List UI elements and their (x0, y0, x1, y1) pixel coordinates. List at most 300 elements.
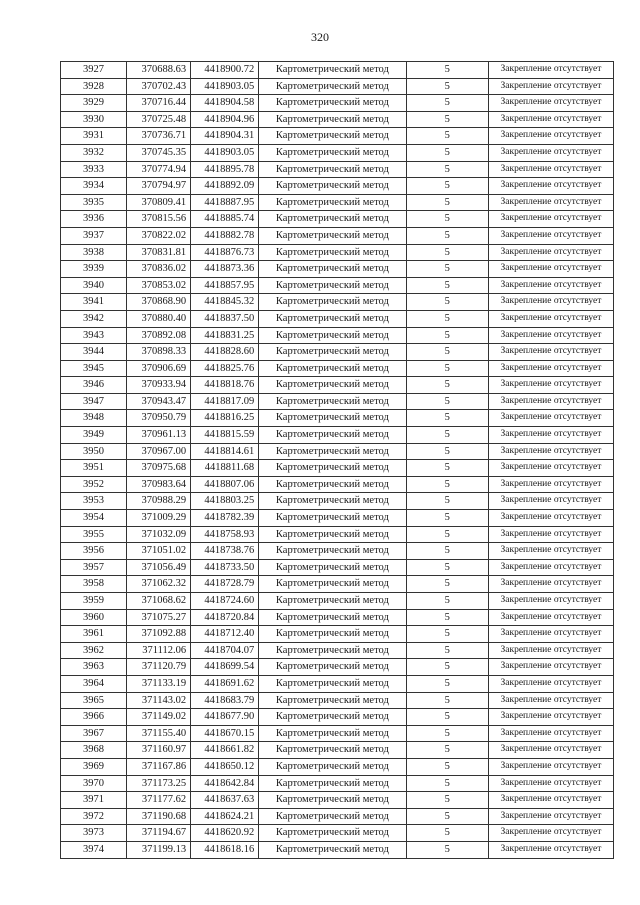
accuracy-cell: 5 (406, 742, 488, 759)
point-number-cell: 3948 (61, 410, 127, 427)
method-cell: Картометрический метод (259, 111, 406, 128)
point-number-cell: 3927 (61, 62, 127, 79)
table-row (61, 244, 614, 261)
x-coordinate-cell: 370933.94 (127, 377, 191, 394)
y-coordinate-cell: 4418904.58 (191, 95, 259, 112)
method-cell: Картометрический метод (259, 178, 406, 195)
point-number-cell: 3949 (61, 427, 127, 444)
point-number-cell: 3939 (61, 261, 127, 278)
fixation-cell: Закрепление отсутствует (488, 277, 613, 294)
x-coordinate-cell: 371155.40 (127, 725, 191, 742)
y-coordinate-cell: 4418758.93 (191, 526, 259, 543)
y-coordinate-cell: 4418903.05 (191, 78, 259, 95)
accuracy-cell: 5 (406, 144, 488, 161)
method-cell: Картометрический метод (259, 144, 406, 161)
method-cell: Картометрический метод (259, 377, 406, 394)
accuracy-cell: 5 (406, 211, 488, 228)
y-coordinate-cell: 4418845.32 (191, 294, 259, 311)
y-coordinate-cell: 4418818.76 (191, 377, 259, 394)
point-number-cell: 3972 (61, 808, 127, 825)
x-coordinate-cell: 371062.32 (127, 576, 191, 593)
method-cell: Картометрический метод (259, 692, 406, 709)
point-number-cell: 3947 (61, 393, 127, 410)
accuracy-cell: 5 (406, 825, 488, 842)
x-coordinate-cell: 371092.88 (127, 626, 191, 643)
accuracy-cell: 5 (406, 758, 488, 775)
point-number-cell: 3963 (61, 659, 127, 676)
accuracy-cell: 5 (406, 95, 488, 112)
x-coordinate-cell: 371032.09 (127, 526, 191, 543)
table-row (61, 277, 614, 294)
method-cell: Картометрический метод (259, 576, 406, 593)
x-coordinate-cell: 370967.00 (127, 443, 191, 460)
table-row (61, 609, 614, 626)
fixation-cell: Закрепление отсутствует (488, 709, 613, 726)
y-coordinate-cell: 4418720.84 (191, 609, 259, 626)
table-row (61, 559, 614, 576)
method-cell: Картометрический метод (259, 443, 406, 460)
table-row (61, 775, 614, 792)
method-cell: Картометрический метод (259, 526, 406, 543)
y-coordinate-cell: 4418728.79 (191, 576, 259, 593)
point-number-cell: 3951 (61, 460, 127, 477)
table-row (61, 841, 614, 858)
x-coordinate-cell: 371112.06 (127, 642, 191, 659)
y-coordinate-cell: 4418642.84 (191, 775, 259, 792)
accuracy-cell: 5 (406, 111, 488, 128)
point-number-cell: 3966 (61, 709, 127, 726)
x-coordinate-cell: 371133.19 (127, 675, 191, 692)
fixation-cell: Закрепление отсутствует (488, 476, 613, 493)
y-coordinate-cell: 4418712.40 (191, 626, 259, 643)
table-row (61, 194, 614, 211)
accuracy-cell: 5 (406, 792, 488, 809)
y-coordinate-cell: 4418815.59 (191, 427, 259, 444)
point-number-cell: 3959 (61, 593, 127, 610)
accuracy-cell: 5 (406, 725, 488, 742)
point-number-cell: 3940 (61, 277, 127, 294)
x-coordinate-cell: 371177.62 (127, 792, 191, 809)
table-row (61, 377, 614, 394)
y-coordinate-cell: 4418650.12 (191, 758, 259, 775)
table-row (61, 626, 614, 643)
x-coordinate-cell: 370716.44 (127, 95, 191, 112)
table-row (61, 659, 614, 676)
table-row (61, 460, 614, 477)
point-number-cell: 3967 (61, 725, 127, 742)
table-row (61, 211, 614, 228)
x-coordinate-cell: 370868.90 (127, 294, 191, 311)
point-number-cell: 3965 (61, 692, 127, 709)
method-cell: Картометрический метод (259, 742, 406, 759)
fixation-cell: Закрепление отсутствует (488, 593, 613, 610)
fixation-cell: Закрепление отсутствует (488, 758, 613, 775)
method-cell: Картометрический метод (259, 609, 406, 626)
table-row (61, 709, 614, 726)
fixation-cell: Закрепление отсутствует (488, 244, 613, 261)
x-coordinate-cell: 370880.40 (127, 310, 191, 327)
y-coordinate-cell: 4418882.78 (191, 227, 259, 244)
y-coordinate-cell: 4418895.78 (191, 161, 259, 178)
coordinates-table (60, 61, 614, 859)
accuracy-cell: 5 (406, 360, 488, 377)
method-cell: Картометрический метод (259, 825, 406, 842)
accuracy-cell: 5 (406, 344, 488, 361)
point-number-cell: 3941 (61, 294, 127, 311)
accuracy-cell: 5 (406, 393, 488, 410)
fixation-cell: Закрепление отсутствует (488, 609, 613, 626)
x-coordinate-cell: 370774.94 (127, 161, 191, 178)
method-cell: Картометрический метод (259, 360, 406, 377)
method-cell: Картометрический метод (259, 393, 406, 410)
accuracy-cell: 5 (406, 841, 488, 858)
x-coordinate-cell: 371120.79 (127, 659, 191, 676)
y-coordinate-cell: 4418825.76 (191, 360, 259, 377)
x-coordinate-cell: 370950.79 (127, 410, 191, 427)
point-number-cell: 3942 (61, 310, 127, 327)
accuracy-cell: 5 (406, 808, 488, 825)
accuracy-cell: 5 (406, 62, 488, 79)
table-row (61, 543, 614, 560)
table-row (61, 742, 614, 759)
table-row (61, 510, 614, 527)
y-coordinate-cell: 4418738.76 (191, 543, 259, 560)
y-coordinate-cell: 4418807.06 (191, 476, 259, 493)
y-coordinate-cell: 4418814.61 (191, 443, 259, 460)
method-cell: Картометрический метод (259, 128, 406, 145)
accuracy-cell: 5 (406, 709, 488, 726)
accuracy-cell: 5 (406, 427, 488, 444)
fixation-cell: Закрепление отсутствует (488, 576, 613, 593)
table-row (61, 393, 614, 410)
method-cell: Картометрический метод (259, 659, 406, 676)
point-number-cell: 3950 (61, 443, 127, 460)
point-number-cell: 3968 (61, 742, 127, 759)
fixation-cell: Закрепление отсутствует (488, 344, 613, 361)
point-number-cell: 3954 (61, 510, 127, 527)
x-coordinate-cell: 371009.29 (127, 510, 191, 527)
x-coordinate-cell: 370736.71 (127, 128, 191, 145)
method-cell: Картометрический метод (259, 244, 406, 261)
table-row (61, 178, 614, 195)
fixation-cell: Закрепление отсутствует (488, 294, 613, 311)
fixation-cell: Закрепление отсутствует (488, 393, 613, 410)
y-coordinate-cell: 4418699.54 (191, 659, 259, 676)
x-coordinate-cell: 371068.62 (127, 593, 191, 610)
method-cell: Картометрический метод (259, 775, 406, 792)
fixation-cell: Закрепление отсутствует (488, 725, 613, 742)
method-cell: Картометрический метод (259, 709, 406, 726)
fixation-cell: Закрепление отсутствует (488, 460, 613, 477)
y-coordinate-cell: 4418620.92 (191, 825, 259, 842)
method-cell: Картометрический метод (259, 792, 406, 809)
fixation-cell: Закрепление отсутствует (488, 178, 613, 195)
x-coordinate-cell: 371051.02 (127, 543, 191, 560)
method-cell: Картометрический метод (259, 808, 406, 825)
table-row (61, 294, 614, 311)
accuracy-cell: 5 (406, 692, 488, 709)
table-row (61, 642, 614, 659)
method-cell: Картометрический метод (259, 758, 406, 775)
method-cell: Картометрический метод (259, 642, 406, 659)
fixation-cell: Закрепление отсутствует (488, 559, 613, 576)
table-row (61, 227, 614, 244)
method-cell: Картометрический метод (259, 78, 406, 95)
fixation-cell: Закрепление отсутствует (488, 144, 613, 161)
y-coordinate-cell: 4418817.09 (191, 393, 259, 410)
fixation-cell: Закрепление отсутствует (488, 310, 613, 327)
point-number-cell: 3974 (61, 841, 127, 858)
table-row (61, 427, 614, 444)
accuracy-cell: 5 (406, 78, 488, 95)
point-number-cell: 3932 (61, 144, 127, 161)
table-row (61, 443, 614, 460)
table-row (61, 95, 614, 112)
table-row (61, 327, 614, 344)
y-coordinate-cell: 4418637.63 (191, 792, 259, 809)
point-number-cell: 3971 (61, 792, 127, 809)
accuracy-cell: 5 (406, 178, 488, 195)
x-coordinate-cell: 371199.13 (127, 841, 191, 858)
fixation-cell: Закрепление отсутствует (488, 825, 613, 842)
accuracy-cell: 5 (406, 194, 488, 211)
table-row (61, 692, 614, 709)
fixation-cell: Закрепление отсутствует (488, 510, 613, 527)
accuracy-cell: 5 (406, 327, 488, 344)
page-number: 320 (311, 30, 329, 44)
method-cell: Картометрический метод (259, 841, 406, 858)
point-number-cell: 3973 (61, 825, 127, 842)
y-coordinate-cell: 4418892.09 (191, 178, 259, 195)
method-cell: Картометрический метод (259, 626, 406, 643)
y-coordinate-cell: 4418900.72 (191, 62, 259, 79)
y-coordinate-cell: 4418903.05 (191, 144, 259, 161)
point-number-cell: 3953 (61, 493, 127, 510)
method-cell: Картометрический метод (259, 427, 406, 444)
fixation-cell: Закрепление отсутствует (488, 675, 613, 692)
point-number-cell: 3931 (61, 128, 127, 145)
point-number-cell: 3969 (61, 758, 127, 775)
y-coordinate-cell: 4418837.50 (191, 310, 259, 327)
point-number-cell: 3958 (61, 576, 127, 593)
accuracy-cell: 5 (406, 410, 488, 427)
table-row (61, 111, 614, 128)
table-row (61, 144, 614, 161)
x-coordinate-cell: 371160.97 (127, 742, 191, 759)
point-number-cell: 3952 (61, 476, 127, 493)
accuracy-cell: 5 (406, 244, 488, 261)
method-cell: Картометрический метод (259, 675, 406, 692)
fixation-cell: Закрепление отсутствует (488, 111, 613, 128)
x-coordinate-cell: 370961.13 (127, 427, 191, 444)
method-cell: Картометрический метод (259, 95, 406, 112)
y-coordinate-cell: 4418885.74 (191, 211, 259, 228)
table-row (61, 128, 614, 145)
table-row (61, 725, 614, 742)
x-coordinate-cell: 370831.81 (127, 244, 191, 261)
point-number-cell: 3938 (61, 244, 127, 261)
fixation-cell: Закрепление отсутствует (488, 526, 613, 543)
y-coordinate-cell: 4418691.62 (191, 675, 259, 692)
method-cell: Картометрический метод (259, 493, 406, 510)
method-cell: Картометрический метод (259, 460, 406, 477)
x-coordinate-cell: 370822.02 (127, 227, 191, 244)
y-coordinate-cell: 4418670.15 (191, 725, 259, 742)
point-number-cell: 3961 (61, 626, 127, 643)
method-cell: Картометрический метод (259, 510, 406, 527)
fixation-cell: Закрепление отсутствует (488, 659, 613, 676)
x-coordinate-cell: 370745.35 (127, 144, 191, 161)
accuracy-cell: 5 (406, 377, 488, 394)
table-row (61, 593, 614, 610)
point-number-cell: 3929 (61, 95, 127, 112)
x-coordinate-cell: 371167.86 (127, 758, 191, 775)
y-coordinate-cell: 4418624.21 (191, 808, 259, 825)
point-number-cell: 3964 (61, 675, 127, 692)
point-number-cell: 3937 (61, 227, 127, 244)
y-coordinate-cell: 4418887.95 (191, 194, 259, 211)
y-coordinate-cell: 4418661.82 (191, 742, 259, 759)
x-coordinate-cell: 370853.02 (127, 277, 191, 294)
y-coordinate-cell: 4418782.39 (191, 510, 259, 527)
y-coordinate-cell: 4418683.79 (191, 692, 259, 709)
point-number-cell: 3943 (61, 327, 127, 344)
x-coordinate-cell: 370809.41 (127, 194, 191, 211)
method-cell: Картометрический метод (259, 543, 406, 560)
table-row (61, 675, 614, 692)
accuracy-cell: 5 (406, 128, 488, 145)
accuracy-cell: 5 (406, 543, 488, 560)
table-row (61, 526, 614, 543)
table-row (61, 360, 614, 377)
method-cell: Картометрический метод (259, 62, 406, 79)
fixation-cell: Закрепление отсутствует (488, 261, 613, 278)
table-row (61, 825, 614, 842)
method-cell: Картометрический метод (259, 327, 406, 344)
accuracy-cell: 5 (406, 642, 488, 659)
table-row (61, 493, 614, 510)
table-row (61, 476, 614, 493)
point-number-cell: 3934 (61, 178, 127, 195)
method-cell: Картометрический метод (259, 277, 406, 294)
accuracy-cell: 5 (406, 559, 488, 576)
method-cell: Картометрический метод (259, 559, 406, 576)
y-coordinate-cell: 4418733.50 (191, 559, 259, 576)
table-row (61, 792, 614, 809)
point-number-cell: 3935 (61, 194, 127, 211)
y-coordinate-cell: 4418831.25 (191, 327, 259, 344)
accuracy-cell: 5 (406, 493, 488, 510)
x-coordinate-cell: 371143.02 (127, 692, 191, 709)
x-coordinate-cell: 370975.68 (127, 460, 191, 477)
accuracy-cell: 5 (406, 310, 488, 327)
fixation-cell: Закрепление отсутствует (488, 360, 613, 377)
point-number-cell: 3945 (61, 360, 127, 377)
y-coordinate-cell: 4418704.07 (191, 642, 259, 659)
fixation-cell: Закрепление отсутствует (488, 327, 613, 344)
accuracy-cell: 5 (406, 526, 488, 543)
method-cell: Картометрический метод (259, 310, 406, 327)
fixation-cell: Закрепление отсутствует (488, 443, 613, 460)
y-coordinate-cell: 4418904.96 (191, 111, 259, 128)
x-coordinate-cell: 370815.56 (127, 211, 191, 228)
x-coordinate-cell: 370906.69 (127, 360, 191, 377)
x-coordinate-cell: 370892.08 (127, 327, 191, 344)
method-cell: Картометрический метод (259, 261, 406, 278)
fixation-cell: Закрепление отсутствует (488, 377, 613, 394)
point-number-cell: 3960 (61, 609, 127, 626)
point-number-cell: 3970 (61, 775, 127, 792)
fixation-cell: Закрепление отсутствует (488, 841, 613, 858)
fixation-cell: Закрепление отсутствует (488, 808, 613, 825)
point-number-cell: 3957 (61, 559, 127, 576)
accuracy-cell: 5 (406, 443, 488, 460)
table-row (61, 78, 614, 95)
table-row (61, 310, 614, 327)
point-number-cell: 3936 (61, 211, 127, 228)
x-coordinate-cell: 371149.02 (127, 709, 191, 726)
method-cell: Картометрический метод (259, 161, 406, 178)
fixation-cell: Закрепление отсутствует (488, 95, 613, 112)
fixation-cell: Закрепление отсутствует (488, 775, 613, 792)
y-coordinate-cell: 4418857.95 (191, 277, 259, 294)
x-coordinate-cell: 370836.02 (127, 261, 191, 278)
x-coordinate-cell: 370983.64 (127, 476, 191, 493)
x-coordinate-cell: 370702.43 (127, 78, 191, 95)
table-row (61, 344, 614, 361)
table-row (61, 261, 614, 278)
accuracy-cell: 5 (406, 675, 488, 692)
x-coordinate-cell: 371056.49 (127, 559, 191, 576)
point-number-cell: 3944 (61, 344, 127, 361)
y-coordinate-cell: 4418876.73 (191, 244, 259, 261)
fixation-cell: Закрепление отсутствует (488, 543, 613, 560)
method-cell: Картометрический метод (259, 344, 406, 361)
fixation-cell: Закрепление отсутствует (488, 792, 613, 809)
y-coordinate-cell: 4418816.25 (191, 410, 259, 427)
x-coordinate-cell: 370898.33 (127, 344, 191, 361)
x-coordinate-cell: 371075.27 (127, 609, 191, 626)
table-row (61, 808, 614, 825)
table-row (61, 576, 614, 593)
y-coordinate-cell: 4418904.31 (191, 128, 259, 145)
x-coordinate-cell: 370688.63 (127, 62, 191, 79)
y-coordinate-cell: 4418677.90 (191, 709, 259, 726)
accuracy-cell: 5 (406, 626, 488, 643)
method-cell: Картометрический метод (259, 476, 406, 493)
fixation-cell: Закрепление отсутствует (488, 642, 613, 659)
point-number-cell: 3930 (61, 111, 127, 128)
fixation-cell: Закрепление отсутствует (488, 493, 613, 510)
table-row (61, 410, 614, 427)
x-coordinate-cell: 370943.47 (127, 393, 191, 410)
fixation-cell: Закрепление отсутствует (488, 161, 613, 178)
accuracy-cell: 5 (406, 593, 488, 610)
fixation-cell: Закрепление отсутствует (488, 128, 613, 145)
accuracy-cell: 5 (406, 460, 488, 477)
fixation-cell: Закрепление отсутствует (488, 692, 613, 709)
y-coordinate-cell: 4418828.60 (191, 344, 259, 361)
point-number-cell: 3955 (61, 526, 127, 543)
method-cell: Картометрический метод (259, 725, 406, 742)
y-coordinate-cell: 4418724.60 (191, 593, 259, 610)
y-coordinate-cell: 4418811.68 (191, 460, 259, 477)
point-number-cell: 3928 (61, 78, 127, 95)
y-coordinate-cell: 4418618.16 (191, 841, 259, 858)
x-coordinate-cell: 371194.67 (127, 825, 191, 842)
fixation-cell: Закрепление отсутствует (488, 742, 613, 759)
accuracy-cell: 5 (406, 609, 488, 626)
